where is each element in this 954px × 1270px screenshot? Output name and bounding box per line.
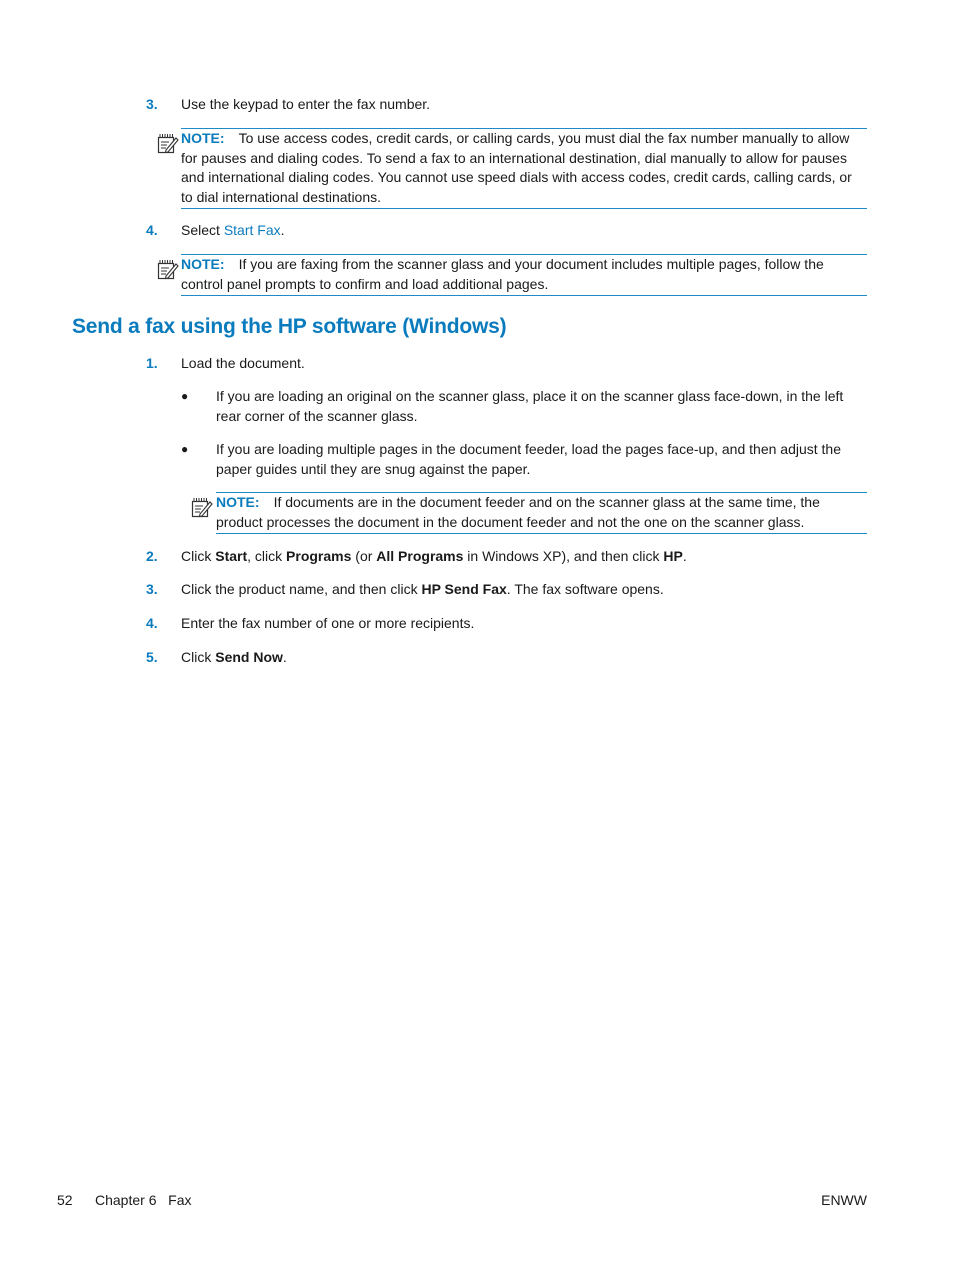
text-run: in Windows XP), and then click	[463, 548, 664, 564]
note-box	[181, 254, 867, 296]
footer-right-label: ENWW	[821, 1192, 867, 1208]
bullet-icon: ●	[181, 442, 189, 456]
text-run: (or	[351, 548, 377, 564]
note-label: NOTE:	[216, 494, 260, 510]
step-number: 2.	[146, 548, 158, 564]
step-text: Enter the fax number of one or more recipients.	[181, 615, 475, 631]
ui-term-hp: HP	[663, 548, 683, 564]
bullet-text: If you are loading an original on the scanner glass, place it on the scanner glass face-down, in the left rear corner of the scanner glass.	[216, 388, 844, 424]
ui-term-start: Start	[215, 548, 248, 564]
note-text: To use access codes, credit cards, or calling cards, you must dial the fax number manually to allow for pauses and dialing codes. To send a fax to an international destination, dial manually to allow for pauses and international dialing codes. You cannot use speed dials with access codes, credit cards, calling cards, or to dial international destinations.	[181, 130, 852, 205]
text-run: Click	[181, 548, 216, 564]
text-run: , click	[247, 548, 287, 564]
step-number: 4.	[146, 222, 158, 238]
note-box	[216, 492, 867, 534]
step-number: 3.	[146, 581, 158, 597]
ui-term-send-now: Send Now	[215, 649, 283, 665]
step-number: 3.	[146, 96, 158, 112]
step-text	[181, 221, 866, 241]
step-text: Use the keypad to enter the fax number.	[181, 96, 431, 112]
note-text: If documents are in the document feeder and on the scanner glass at the same time, the product processes the document in the document feeder and not the one on the scanner glass.	[216, 494, 820, 530]
text-run: .	[282, 649, 287, 665]
step-text	[181, 580, 866, 600]
section-heading: Send a fax using the HP software (Windows)	[72, 315, 507, 338]
note-pencil-icon	[157, 258, 179, 280]
step-text-prefix: Select	[181, 222, 224, 238]
step-number: 1.	[146, 355, 158, 371]
page-number: 52	[57, 1192, 73, 1208]
text-run: Click the product name, and then click	[181, 581, 422, 597]
text-run: .	[682, 548, 687, 564]
ui-term-programs: Programs	[286, 548, 352, 564]
ui-term-all-programs: All Programs	[376, 548, 464, 564]
step-number: 5.	[146, 649, 158, 665]
chapter-label: Chapter 6 Fax	[95, 1192, 192, 1208]
note-pencil-icon	[157, 132, 179, 154]
step-text-suffix: .	[280, 222, 285, 238]
note-pencil-icon	[191, 496, 213, 518]
step-text	[181, 648, 866, 668]
ui-term-hp-send-fax: HP Send Fax	[421, 581, 507, 597]
bullet-text: If you are loading multiple pages in the document feeder, load the pages face-up, and then adjust the paper guides until they are snug against the paper.	[216, 441, 841, 477]
text-run: Click	[181, 649, 216, 665]
note-text: If you are faxing from the scanner glass and your document includes multiple pages, follow the control panel prompts to confirm and load additional pages.	[181, 256, 824, 292]
start-fax-link[interactable]: Start Fax	[223, 222, 281, 238]
note-label: NOTE:	[181, 256, 225, 272]
step-number: 4.	[146, 615, 158, 631]
note-box	[181, 128, 867, 209]
text-run: . The fax software opens.	[506, 581, 664, 597]
bullet-icon: ●	[181, 389, 189, 403]
step-text: Load the document.	[181, 355, 305, 371]
step-text	[181, 547, 866, 567]
note-label: NOTE:	[181, 130, 225, 146]
